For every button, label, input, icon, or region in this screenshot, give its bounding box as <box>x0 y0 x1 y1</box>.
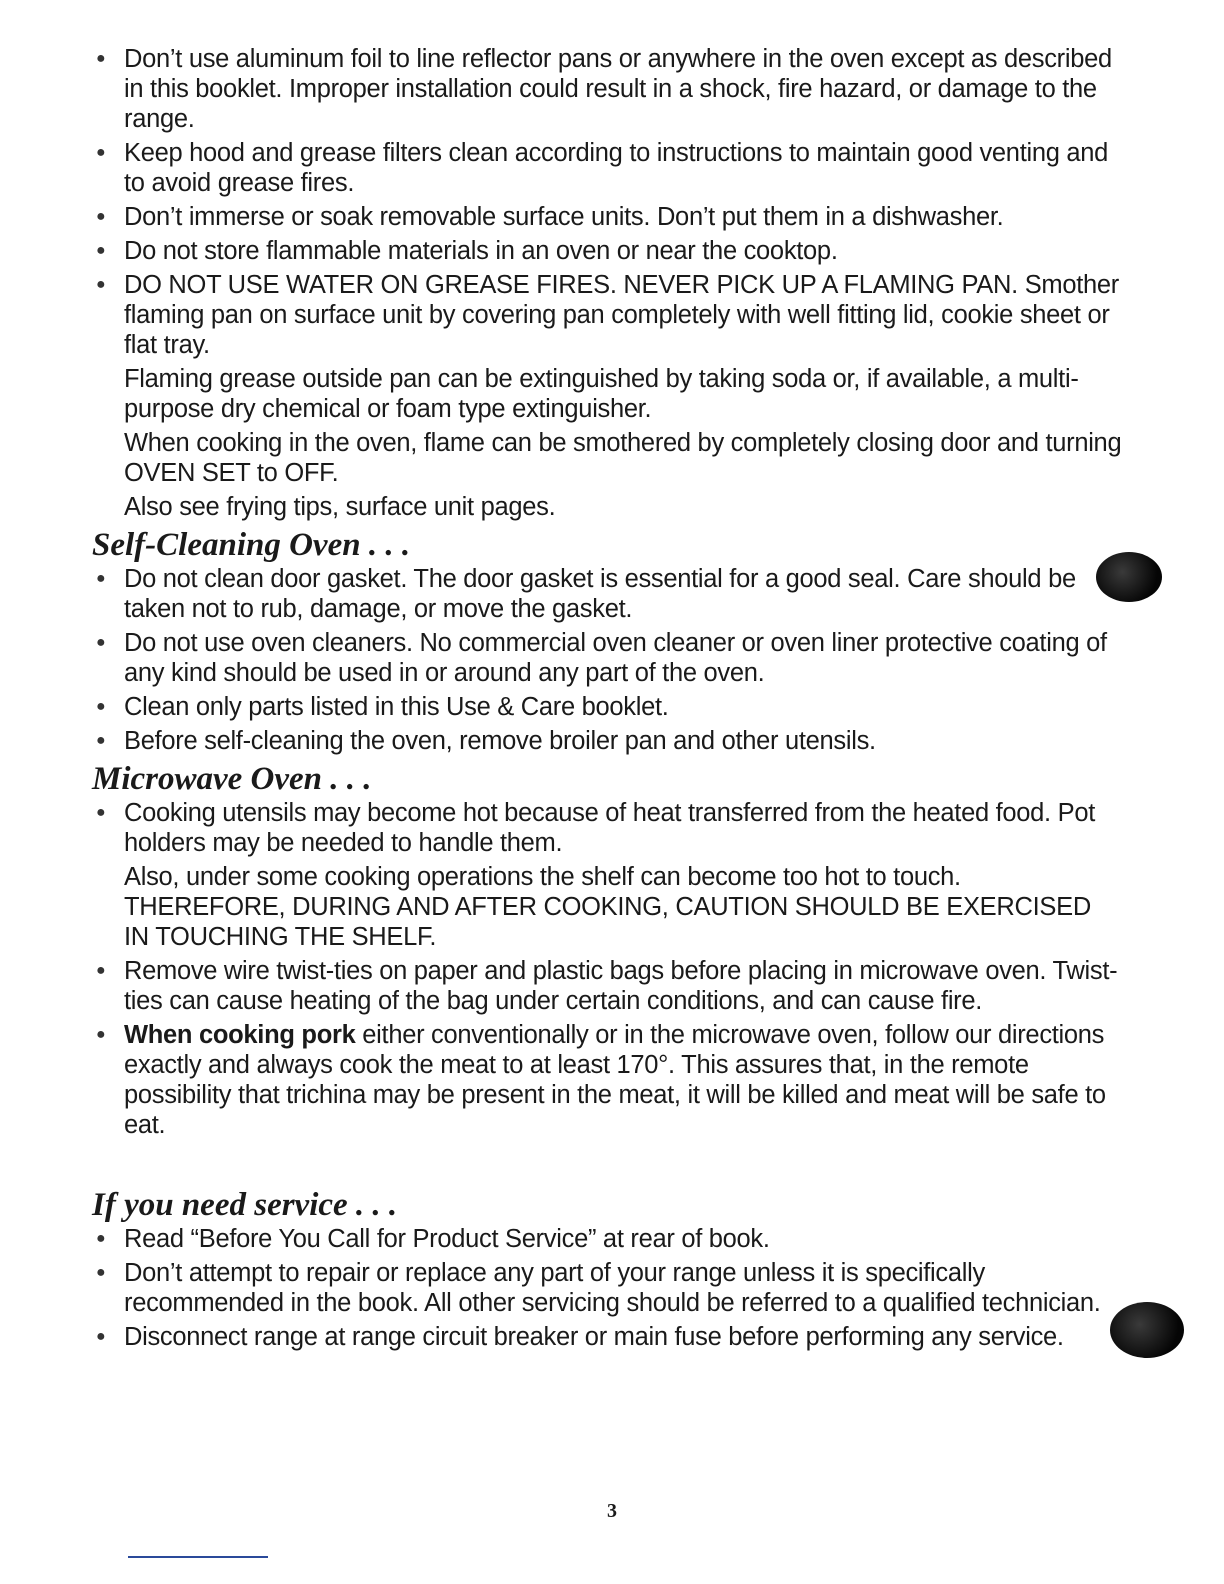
bullet-aluminum-foil: ● Don’t use aluminum foil to line reflector pans or anywhere in the oven except as described in this booklet. Improper installation could result in a shock, fire hazard, or damage to the range. <box>96 45 1112 133</box>
bullet-dot: ● <box>96 804 106 821</box>
bullet-dot: ● <box>96 50 106 67</box>
bullet-dot: ● <box>96 962 106 979</box>
bullet-dot: ● <box>96 1328 106 1345</box>
bullet-dot: ● <box>96 570 106 587</box>
grease-extinguish-para: Flaming grease outside pan can be extinguished by taking soda or, if available, a multi-purpose dry chemical or foam type extinguisher. <box>124 365 1079 423</box>
bullet-dot: ● <box>96 634 106 651</box>
bullet-grease-fires: ● DO NOT USE WATER ON GREASE FIRES. NEVER PICK UP A FLAMING PAN. Smother flaming pan on surface unit by covering pan completely with well fitting lid, cookie sheet or flat tray. <box>96 271 1119 359</box>
shelf-caution-para: Also, under some cooking operations the shelf can become too hot to touch. THEREFORE, DURING AND AFTER COOKING, CAUTION SHOULD BE EXERCISED IN TOUCHING THE SHELF. <box>124 863 1091 951</box>
bullet-dot: ● <box>96 242 106 259</box>
bullet-read-before-call: ● Read “Before You Call for Product Service” at rear of book. <box>96 1225 770 1253</box>
punch-hole-upper <box>1096 552 1162 602</box>
punch-hole-lower <box>1110 1302 1184 1358</box>
bullet-twist-ties: ● Remove wire twist-ties on paper and plastic bags before placing in microwave oven. Twist-ties can cause heating of the bag under certain conditions, and can cause fire. <box>96 957 1118 1015</box>
bullet-dot: ● <box>96 732 106 749</box>
oven-flame-para: When cooking in the oven, flame can be smothered by completely closing door and turning OVEN SET to OFF. <box>124 429 1122 487</box>
bullet-dot: ● <box>96 698 106 715</box>
bullet-remove-broiler: ● Before self-cleaning the oven, remove broiler pan and other utensils. <box>96 727 876 755</box>
bullet-cooking-pork: ● When cooking pork either conventionally or in the microwave oven, follow our directions exactly and always cook the meat to at least 170°. This assures that, in the remote possibility that trichina may be present in the meat, it will be killed and meat will be safe to eat. <box>96 1021 1106 1139</box>
bullet-hot-utensils: ● Cooking utensils may become hot because of heat transferred from the heated food. Pot holders may be needed to handle them. <box>96 799 1096 857</box>
bullet-oven-cleaners: ● Do not use oven cleaners. No commercial oven cleaner or oven liner protective coating of any kind should be used in or around any part of the oven. <box>96 629 1107 687</box>
bullet-dot: ● <box>96 1264 106 1281</box>
page-number: 3 <box>607 1500 617 1522</box>
bullet-dot: ● <box>96 276 106 293</box>
safety-column <box>92 44 1122 1356</box>
bullet-disconnect: ● Disconnect range at range circuit breaker or main fuse before performing any service. <box>96 1323 1064 1351</box>
service-heading: If you need service . . . <box>92 1187 398 1223</box>
microwave-heading: Microwave Oven . . . <box>92 761 372 797</box>
bullet-hood-filters: ● Keep hood and grease filters clean according to instructions to maintain good venting and to avoid grease fires. <box>96 139 1109 197</box>
pork-emphasis: When cooking pork <box>124 1021 356 1049</box>
bullet-flammable: ● Do not store flammable materials in an oven or near the cooktop. <box>96 237 838 265</box>
bullet-dot: ● <box>96 208 106 225</box>
bullet-clean-parts: ● Clean only parts listed in this Use & Care booklet. <box>96 693 669 721</box>
bullet-dot: ● <box>96 144 106 161</box>
bullet-dot: ● <box>96 1230 106 1247</box>
bullet-surface-units: ● Don’t immerse or soak removable surface units. Don’t put them in a dishwasher. <box>96 203 1004 231</box>
bottom-rule <box>128 1556 268 1558</box>
bullet-no-repair: ● Don’t attempt to repair or replace any part of your range unless it is specifically recommended in the book. All other servicing should be referred to a qualified technician. <box>96 1259 1101 1317</box>
self-cleaning-heading: Self-Cleaning Oven . . . <box>92 527 411 563</box>
frying-tips-para: Also see frying tips, surface unit pages. <box>124 493 556 521</box>
bullet-door-gasket: ● Do not clean door gasket. The door gasket is essential for a good seal. Care should be taken not to rub, damage, or move the gasket. <box>96 565 1076 623</box>
bullet-dot: ● <box>96 1026 106 1043</box>
